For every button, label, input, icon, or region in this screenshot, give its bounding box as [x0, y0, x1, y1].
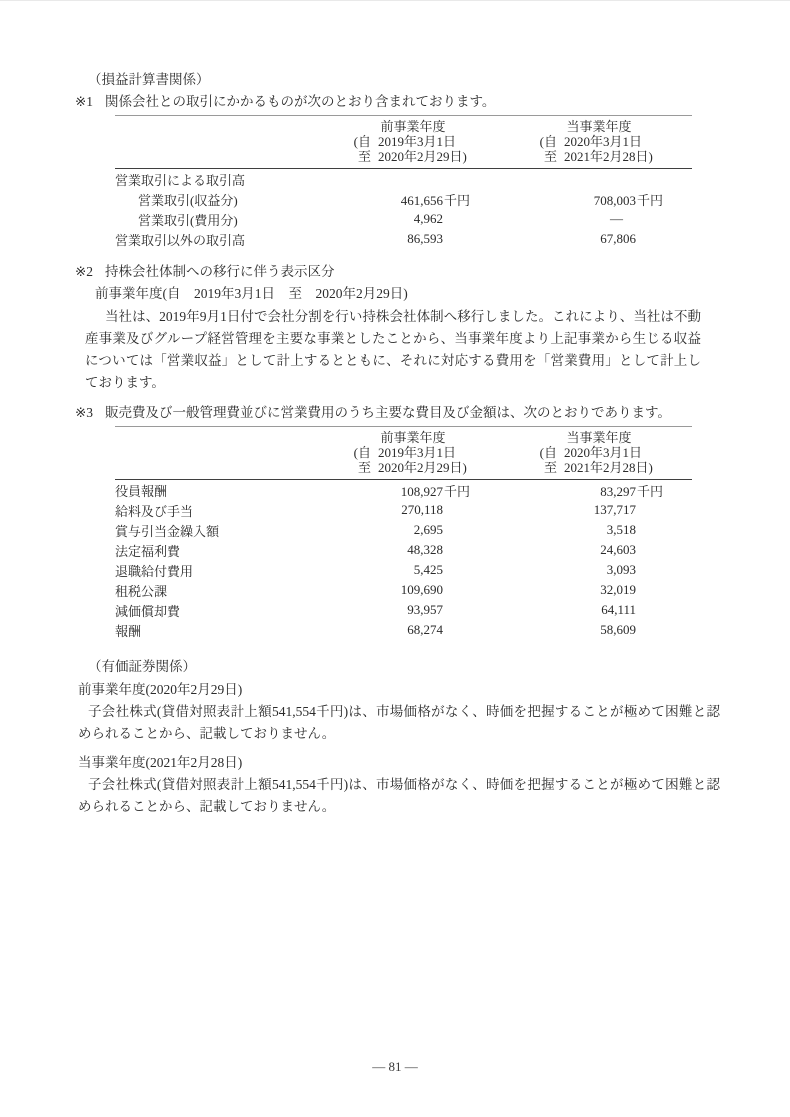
curr-fiscal-year-header — [506, 427, 692, 480]
prev-fiscal-year-header — [320, 116, 506, 169]
securities-curr-body: 子会社株式(貸借対照表計上額541,554千円)は、市場価格がなく、時価を把握することが極めて困難と認められることから、記載しておりません。 — [78, 777, 720, 814]
row-label: 役員報酬 — [115, 483, 168, 499]
curr-value: 32,019 — [600, 582, 636, 597]
prev-fy-from-date: 2019年3月1日 — [378, 445, 457, 460]
prev-fy-to-date: 2020年2月29日) — [378, 149, 467, 164]
prev-value: 270,118 — [401, 502, 443, 517]
prev-fy-from-date: 2019年3月1日 — [378, 134, 457, 149]
related-party-transactions-table — [115, 115, 692, 249]
row-label: 営業取引(収益分) — [138, 192, 238, 208]
prev-fy-title: 前事業年度 — [380, 119, 446, 134]
curr-value: 67,806 — [600, 231, 636, 246]
empty-header-cell — [115, 427, 320, 480]
note2-subheading: 前事業年度(自 2019年3月1日 至 2020年2月29日) — [95, 286, 408, 301]
curr-unit: 千円 — [637, 192, 664, 208]
note1-heading-text: 関係会社との取引にかかるものが次のとおり含まれております。 — [105, 94, 496, 109]
prev-value: 2,695 — [413, 522, 443, 537]
curr-fy-to-label: 至 — [543, 460, 557, 475]
curr-fy-from-date: 2020年3月1日 — [564, 134, 643, 149]
curr-fy-title: 当事業年度 — [566, 430, 632, 445]
table-row — [115, 620, 692, 640]
prev-value: 86,593 — [407, 231, 443, 246]
prev-fiscal-year-header — [320, 427, 506, 480]
prev-fy-from-label: (自 — [353, 445, 371, 460]
table-row — [115, 520, 692, 540]
row-label: 給料及び手当 — [115, 503, 194, 519]
row-label: 退職給付費用 — [115, 563, 194, 579]
prev-value: 108,927 — [400, 483, 443, 499]
table-row — [115, 229, 692, 249]
row-label: 報酬 — [115, 623, 142, 639]
securities-prev-heading: 前事業年度(2020年2月29日) — [78, 682, 243, 697]
prev-fy-to-label: 至 — [357, 149, 371, 164]
curr-value: 3,093 — [606, 562, 636, 577]
table-header-row — [115, 427, 692, 480]
row-label: 減価償却費 — [115, 603, 181, 619]
note3-heading-text: 販売費及び一般管理費並びに営業費用のうち主要な費目及び金額は、次のとおりであります。 — [105, 405, 671, 420]
curr-value: 64,111 — [601, 602, 636, 617]
curr-fy-title: 当事業年度 — [566, 119, 632, 134]
row-label: 法定福利費 — [115, 543, 181, 559]
prev-value: 461,656 — [400, 192, 443, 208]
note2-body: 当社は、2019年9月1日付で会社分割を行い持株会社体制へ移行しました。これにより、当社は不動産事業及びグループ経営管理を主要な事業としたことから、当事業年度より上記事業から生じる収益については「営業収益」として計上するとともに、それに対応する費用を「営業費用」として計上しております。 — [85, 309, 701, 390]
note3-heading — [75, 404, 790, 421]
empty-header-cell — [115, 116, 320, 169]
curr-value: 83,297 — [600, 483, 636, 499]
prev-fy-from-label: (自 — [353, 134, 371, 149]
table-row — [115, 169, 692, 190]
row-label: 営業取引(費用分) — [138, 212, 238, 228]
section-title-income-statement: （損益計算書関係） — [88, 72, 210, 87]
prev-value: 48,328 — [407, 542, 443, 557]
curr-value: ― — [610, 211, 623, 226]
table-header-row — [115, 116, 692, 169]
curr-value: 24,603 — [600, 542, 636, 557]
note1-heading — [75, 93, 790, 110]
table-row — [115, 580, 692, 600]
prev-fy-title: 前事業年度 — [380, 430, 446, 445]
curr-fy-to-date: 2021年2月28日) — [564, 149, 653, 164]
table-row — [115, 209, 692, 229]
sga-expenses-table — [115, 426, 692, 640]
note3-marker: ※3 — [75, 405, 94, 420]
table-row — [115, 600, 692, 620]
row-label: 営業取引による取引高 — [115, 172, 246, 188]
row-label: 賞与引当金繰入額 — [115, 523, 220, 539]
prev-value: 93,957 — [407, 602, 443, 617]
curr-value: 58,609 — [600, 622, 636, 637]
prev-value: 4,962 — [413, 211, 443, 226]
table-row — [115, 500, 692, 520]
prev-unit: 千円 — [444, 192, 471, 208]
table-row — [115, 540, 692, 560]
table-row — [115, 560, 692, 580]
prev-unit: 千円 — [444, 483, 471, 499]
curr-fiscal-year-header — [506, 116, 692, 169]
securities-prev-body: 子会社株式(貸借対照表計上額541,554千円)は、市場価格がなく、時価を把握することが極めて困難と認められることから、記載しておりません。 — [78, 704, 720, 741]
note2-heading — [75, 263, 790, 280]
curr-value: 137,717 — [593, 502, 636, 517]
curr-fy-from-label: (自 — [539, 445, 557, 460]
table-row — [115, 480, 692, 501]
prev-value: 68,274 — [407, 622, 443, 637]
securities-curr-heading: 当事業年度(2021年2月28日) — [78, 755, 243, 770]
curr-value: 3,518 — [606, 522, 636, 537]
table-row — [115, 189, 692, 209]
curr-fy-to-date: 2021年2月28日) — [564, 460, 653, 475]
note1-marker: ※1 — [75, 94, 94, 109]
note2-heading-text: 持株会社体制への移行に伴う表示区分 — [105, 264, 335, 279]
note2-marker: ※2 — [75, 264, 94, 279]
section-title-securities: （有価証券関係） — [88, 659, 196, 674]
curr-value: 708,003 — [593, 192, 636, 208]
curr-fy-from-label: (自 — [539, 134, 557, 149]
prev-value: 109,690 — [400, 582, 443, 597]
prev-fy-to-label: 至 — [357, 460, 371, 475]
prev-value: 5,425 — [413, 562, 443, 577]
curr-fy-from-date: 2020年3月1日 — [564, 445, 643, 460]
prev-fy-to-date: 2020年2月29日) — [378, 460, 467, 475]
page-number: ― 81 ― — [372, 1059, 418, 1074]
curr-fy-to-label: 至 — [543, 149, 557, 164]
curr-unit: 千円 — [637, 483, 664, 499]
row-label: 租税公課 — [115, 583, 168, 599]
row-label: 営業取引以外の取引高 — [115, 232, 246, 248]
